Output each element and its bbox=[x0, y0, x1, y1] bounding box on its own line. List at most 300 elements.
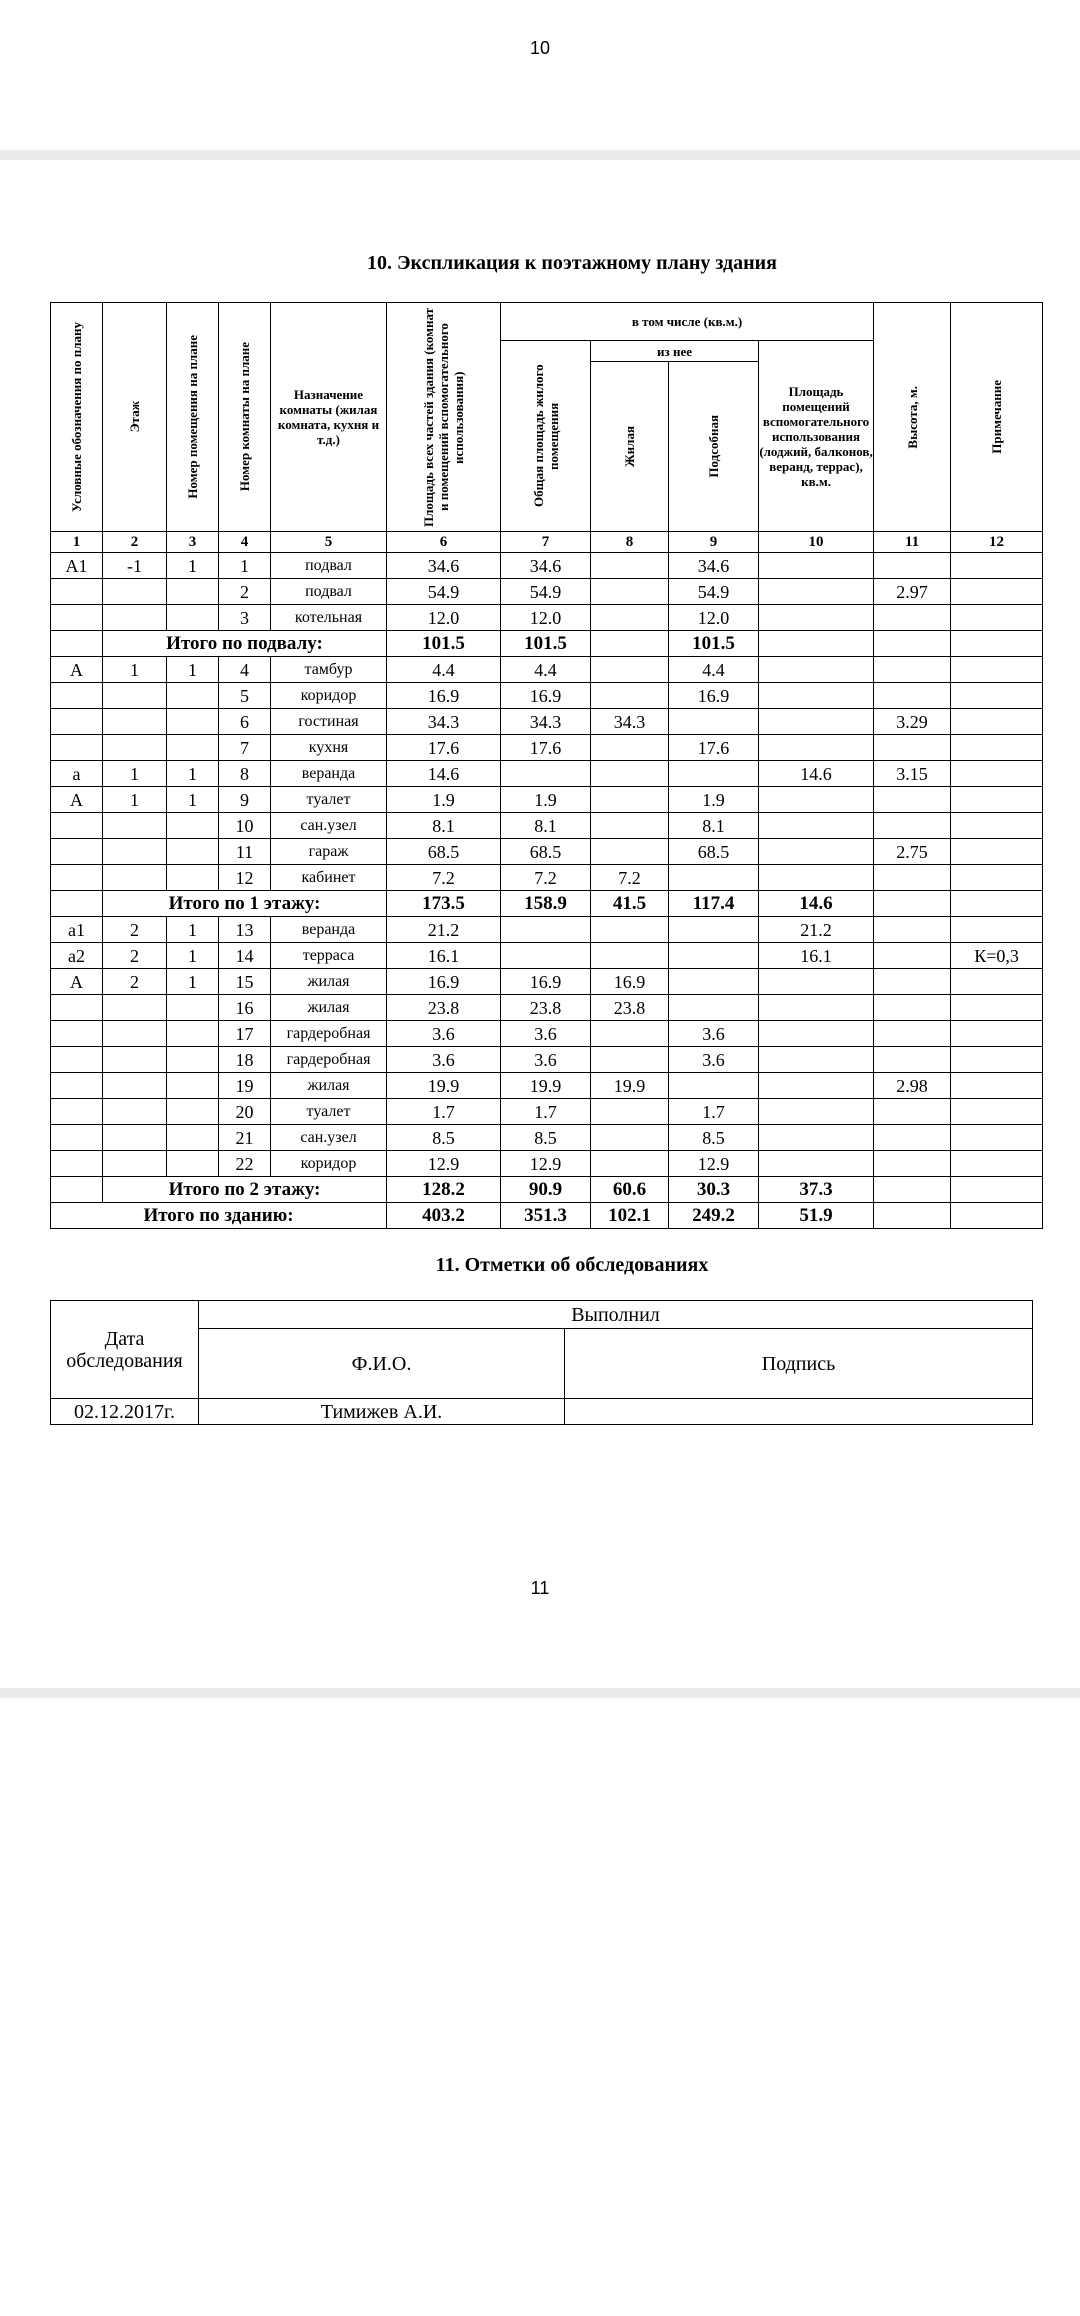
table-cell bbox=[51, 683, 103, 709]
table-cell bbox=[874, 553, 951, 579]
table-cell: 12.9 bbox=[501, 1151, 591, 1177]
table-cell bbox=[103, 1125, 167, 1151]
table-cell bbox=[103, 1073, 167, 1099]
table-cell: туалет bbox=[271, 787, 387, 813]
table-cell bbox=[591, 631, 669, 657]
table-cell: 2.75 bbox=[874, 839, 951, 865]
table-cell: 101.5 bbox=[387, 631, 501, 657]
table-cell bbox=[951, 1125, 1043, 1151]
table-cell: 1 bbox=[167, 657, 219, 683]
table-cell: кухня bbox=[271, 735, 387, 761]
table-cell: 2.97 bbox=[874, 579, 951, 605]
table-cell bbox=[669, 943, 759, 969]
table-cell: 22 bbox=[219, 1151, 271, 1177]
table-cell bbox=[167, 605, 219, 631]
table-cell bbox=[591, 579, 669, 605]
header-height: Высота, м. bbox=[874, 303, 951, 532]
table-cell: 5 bbox=[219, 683, 271, 709]
table-cell bbox=[759, 605, 874, 631]
table-cell: 23.8 bbox=[591, 995, 669, 1021]
table-cell: 34.6 bbox=[387, 553, 501, 579]
grand-total-row bbox=[51, 1203, 1043, 1229]
table-cell: 21.2 bbox=[387, 917, 501, 943]
table-cell bbox=[51, 605, 103, 631]
table-row bbox=[51, 605, 1043, 631]
table-cell: кабинет bbox=[271, 865, 387, 891]
table-cell bbox=[874, 735, 951, 761]
table-cell: а bbox=[51, 761, 103, 787]
header-premise-number: Номер помещения на плане bbox=[167, 303, 219, 532]
table-cell bbox=[591, 943, 669, 969]
table-row bbox=[51, 995, 1043, 1021]
table-cell bbox=[874, 1203, 951, 1229]
table-cell: 34.3 bbox=[501, 709, 591, 735]
header-of-which: из нее bbox=[591, 341, 759, 362]
table-row bbox=[51, 865, 1043, 891]
page-number-top: 10 bbox=[529, 38, 551, 58]
table-cell: 3.6 bbox=[387, 1021, 501, 1047]
table-cell: 19 bbox=[219, 1073, 271, 1099]
table-cell bbox=[167, 1151, 219, 1177]
table-cell: котельная bbox=[271, 605, 387, 631]
table-cell: 34.3 bbox=[591, 709, 669, 735]
table-cell: 14.6 bbox=[759, 891, 874, 917]
table-cell bbox=[874, 891, 951, 917]
table-cell: 1 bbox=[167, 787, 219, 813]
table-cell: 41.5 bbox=[591, 891, 669, 917]
table-cell bbox=[51, 1073, 103, 1099]
table-cell: 16.9 bbox=[591, 969, 669, 995]
table-cell: 9 bbox=[219, 787, 271, 813]
table-cell: 117.4 bbox=[669, 891, 759, 917]
table-cell bbox=[874, 917, 951, 943]
table-cell bbox=[167, 709, 219, 735]
table-row bbox=[51, 553, 1043, 579]
table-cell: 6 bbox=[219, 709, 271, 735]
table-cell bbox=[669, 865, 759, 891]
table-cell bbox=[591, 553, 669, 579]
table-cell: гардеробная bbox=[271, 1021, 387, 1047]
table-cell bbox=[591, 917, 669, 943]
table-cell bbox=[591, 1021, 669, 1047]
table-cell: 1 bbox=[167, 969, 219, 995]
table-cell: 1 bbox=[167, 917, 219, 943]
table-cell bbox=[759, 969, 874, 995]
table-cell: 2 bbox=[103, 943, 167, 969]
table-cell: 34.6 bbox=[501, 553, 591, 579]
table-cell: гостиная bbox=[271, 709, 387, 735]
table-cell: 101.5 bbox=[501, 631, 591, 657]
table-cell bbox=[103, 813, 167, 839]
table-cell bbox=[759, 1099, 874, 1125]
table-cell bbox=[874, 1047, 951, 1073]
table-cell: 4.4 bbox=[501, 657, 591, 683]
table-row bbox=[51, 1151, 1043, 1177]
table-cell bbox=[103, 735, 167, 761]
table-cell: 14.6 bbox=[759, 761, 874, 787]
table-cell: 12.0 bbox=[387, 605, 501, 631]
table-cell bbox=[591, 735, 669, 761]
table-cell bbox=[167, 865, 219, 891]
table-cell: сан.узел bbox=[271, 1125, 387, 1151]
table-cell bbox=[759, 865, 874, 891]
table-cell: подвал bbox=[271, 579, 387, 605]
table-cell: 3.15 bbox=[874, 761, 951, 787]
table-cell bbox=[874, 1125, 951, 1151]
table-cell bbox=[874, 943, 951, 969]
table-cell bbox=[669, 1073, 759, 1099]
table-cell bbox=[951, 1073, 1043, 1099]
survey-name-header: Ф.И.О. bbox=[199, 1329, 565, 1399]
table-cell bbox=[103, 683, 167, 709]
table-cell bbox=[591, 605, 669, 631]
total-label: Итого по зданию: bbox=[51, 1203, 387, 1229]
table-cell: 3.6 bbox=[501, 1021, 591, 1047]
table-cell: подвал bbox=[271, 553, 387, 579]
table-cell: 17.6 bbox=[387, 735, 501, 761]
table-cell: 173.5 bbox=[387, 891, 501, 917]
table-cell bbox=[591, 1047, 669, 1073]
table-cell: 19.9 bbox=[591, 1073, 669, 1099]
table-cell bbox=[167, 1047, 219, 1073]
table-cell bbox=[951, 1151, 1043, 1177]
table-row bbox=[51, 761, 1043, 787]
table-cell: 128.2 bbox=[387, 1177, 501, 1203]
table-cell bbox=[874, 657, 951, 683]
table-cell: 249.2 bbox=[669, 1203, 759, 1229]
table-cell bbox=[103, 995, 167, 1021]
table-cell bbox=[167, 579, 219, 605]
table-cell: 403.2 bbox=[387, 1203, 501, 1229]
table-cell: 1.9 bbox=[501, 787, 591, 813]
table-cell bbox=[591, 1151, 669, 1177]
table-cell: сан.узел bbox=[271, 813, 387, 839]
table-cell: 21.2 bbox=[759, 917, 874, 943]
table-cell bbox=[759, 787, 874, 813]
table-cell: 16.1 bbox=[387, 943, 501, 969]
table-cell: 16.9 bbox=[387, 969, 501, 995]
section-10-title: 10. Экспликация к поэтажному плану здания bbox=[366, 252, 778, 274]
table-cell: 68.5 bbox=[387, 839, 501, 865]
table-cell bbox=[167, 1099, 219, 1125]
table-cell bbox=[951, 709, 1043, 735]
table-row bbox=[51, 1125, 1043, 1151]
table-cell bbox=[951, 605, 1043, 631]
table-cell bbox=[874, 631, 951, 657]
survey-date: 02.12.2017г. bbox=[51, 1399, 199, 1425]
table-cell bbox=[951, 865, 1043, 891]
table-cell: 16.9 bbox=[387, 683, 501, 709]
table-cell: 8.1 bbox=[387, 813, 501, 839]
table-cell: 19.9 bbox=[387, 1073, 501, 1099]
table-cell: 3.6 bbox=[501, 1047, 591, 1073]
table-cell: 34.3 bbox=[387, 709, 501, 735]
table-cell: А bbox=[51, 969, 103, 995]
page-gap bbox=[0, 150, 1080, 160]
table-cell: 1 bbox=[103, 657, 167, 683]
table-cell bbox=[591, 683, 669, 709]
table-cell: 8.5 bbox=[387, 1125, 501, 1151]
table-cell: веранда bbox=[271, 761, 387, 787]
table-cell bbox=[951, 787, 1043, 813]
table-cell bbox=[759, 1047, 874, 1073]
table-cell: а1 bbox=[51, 917, 103, 943]
table-cell bbox=[669, 969, 759, 995]
header-utility: Подсобная bbox=[669, 362, 759, 532]
table-cell: 2 bbox=[103, 969, 167, 995]
table-cell: 1 bbox=[103, 761, 167, 787]
survey-date-header: Дата обследования bbox=[51, 1301, 199, 1399]
table-row bbox=[51, 787, 1043, 813]
page-number-bottom: 11 bbox=[530, 1578, 550, 1598]
table-cell bbox=[951, 631, 1043, 657]
table-cell: 18 bbox=[219, 1047, 271, 1073]
table-cell bbox=[951, 969, 1043, 995]
table-cell: 7 bbox=[219, 735, 271, 761]
table-cell: 1 bbox=[167, 761, 219, 787]
table-cell bbox=[103, 839, 167, 865]
survey-performed-header: Выполнил bbox=[199, 1301, 1033, 1329]
table-cell bbox=[51, 1099, 103, 1125]
table-cell bbox=[759, 735, 874, 761]
table-cell: 37.3 bbox=[759, 1177, 874, 1203]
table-cell: жилая bbox=[271, 969, 387, 995]
table-row bbox=[51, 839, 1043, 865]
table-cell: 16.9 bbox=[501, 969, 591, 995]
table-cell bbox=[167, 735, 219, 761]
header-floor: Этаж bbox=[103, 303, 167, 532]
table-cell: -1 bbox=[103, 553, 167, 579]
table-cell: 4 bbox=[219, 657, 271, 683]
table-row bbox=[51, 1099, 1043, 1125]
table-cell bbox=[167, 1021, 219, 1047]
table-row bbox=[51, 969, 1043, 995]
table-cell bbox=[951, 1203, 1043, 1229]
table-cell: 16.9 bbox=[669, 683, 759, 709]
table-cell: 10 bbox=[219, 813, 271, 839]
table-cell bbox=[501, 917, 591, 943]
table-cell bbox=[759, 995, 874, 1021]
header-auxiliary-area: Площадь помещений вспомогательного использования (лоджий, балконов, веранд, террас), кв.м. bbox=[759, 341, 874, 532]
table-row bbox=[51, 813, 1043, 839]
survey-sign-header: Подпись bbox=[565, 1329, 1033, 1399]
table-cell bbox=[51, 865, 103, 891]
table-cell: 12.9 bbox=[669, 1151, 759, 1177]
header-including-group: в том числе (кв.м.) bbox=[501, 303, 874, 341]
table-row bbox=[51, 657, 1043, 683]
table-cell bbox=[874, 969, 951, 995]
header-room-purpose: Назначение комнаты (жилая комната, кухня и т.д.) bbox=[271, 303, 387, 532]
table-cell: 17 bbox=[219, 1021, 271, 1047]
table-cell: 1.7 bbox=[669, 1099, 759, 1125]
table-cell bbox=[759, 553, 874, 579]
table-cell bbox=[951, 1099, 1043, 1125]
table-cell bbox=[874, 1177, 951, 1203]
table-cell: 102.1 bbox=[591, 1203, 669, 1229]
table-cell: 16.9 bbox=[501, 683, 591, 709]
table-cell bbox=[103, 1099, 167, 1125]
table-cell bbox=[874, 995, 951, 1021]
table-cell bbox=[51, 735, 103, 761]
table-cell: терраса bbox=[271, 943, 387, 969]
table-cell: 1 bbox=[103, 787, 167, 813]
table-cell: 16 bbox=[219, 995, 271, 1021]
table-cell bbox=[759, 839, 874, 865]
table-cell: 13 bbox=[219, 917, 271, 943]
table-cell: 14.6 bbox=[387, 761, 501, 787]
section-11-title: 11. Отметки об обследованиях bbox=[435, 1254, 709, 1276]
table-cell bbox=[951, 761, 1043, 787]
table-cell: 1.9 bbox=[669, 787, 759, 813]
table-row bbox=[51, 917, 1043, 943]
table-cell bbox=[951, 1047, 1043, 1073]
table-cell: 1.7 bbox=[501, 1099, 591, 1125]
table-cell: 3 bbox=[219, 605, 271, 631]
table-cell bbox=[51, 995, 103, 1021]
table-cell bbox=[951, 995, 1043, 1021]
table-cell bbox=[103, 709, 167, 735]
total-label: Итого по 1 этажу: bbox=[103, 891, 387, 917]
table-cell bbox=[103, 579, 167, 605]
table-cell bbox=[669, 995, 759, 1021]
table-cell bbox=[591, 787, 669, 813]
table-cell: 3.6 bbox=[669, 1021, 759, 1047]
table-cell: 1 bbox=[167, 553, 219, 579]
table-cell bbox=[951, 1021, 1043, 1047]
table-cell bbox=[759, 709, 874, 735]
table-cell bbox=[167, 995, 219, 1021]
table-cell: 7.2 bbox=[501, 865, 591, 891]
table-cell: 2 bbox=[219, 579, 271, 605]
table-cell bbox=[951, 553, 1043, 579]
table-cell: 1.9 bbox=[387, 787, 501, 813]
table-cell bbox=[759, 1021, 874, 1047]
table-cell bbox=[51, 1021, 103, 1047]
table-cell: жилая bbox=[271, 995, 387, 1021]
table-cell: 4.4 bbox=[387, 657, 501, 683]
table-row bbox=[51, 579, 1043, 605]
table-cell: 3.6 bbox=[669, 1047, 759, 1073]
table-row bbox=[51, 943, 1043, 969]
table-cell bbox=[167, 1073, 219, 1099]
table-cell bbox=[591, 1099, 669, 1125]
table-cell bbox=[951, 683, 1043, 709]
table-cell: 30.3 bbox=[669, 1177, 759, 1203]
total-label: Итого по подвалу: bbox=[103, 631, 387, 657]
table-cell bbox=[951, 891, 1043, 917]
table-cell: 351.3 bbox=[501, 1203, 591, 1229]
table-cell: 12.9 bbox=[387, 1151, 501, 1177]
table-cell: 12.0 bbox=[501, 605, 591, 631]
table-cell: 23.8 bbox=[501, 995, 591, 1021]
table-cell: 21 bbox=[219, 1125, 271, 1151]
table-cell bbox=[103, 605, 167, 631]
table-cell: 90.9 bbox=[501, 1177, 591, 1203]
table-cell: 2 bbox=[103, 917, 167, 943]
table-cell bbox=[874, 1151, 951, 1177]
table-cell bbox=[591, 657, 669, 683]
header-living: Жилая bbox=[591, 362, 669, 532]
table-cell bbox=[951, 839, 1043, 865]
table-cell: А1 bbox=[51, 553, 103, 579]
table-cell bbox=[951, 1177, 1043, 1203]
table-cell bbox=[51, 1047, 103, 1073]
table-cell: туалет bbox=[271, 1099, 387, 1125]
table-cell: А bbox=[51, 657, 103, 683]
table-cell: 54.9 bbox=[387, 579, 501, 605]
table-cell: 101.5 bbox=[669, 631, 759, 657]
table-cell: 17.6 bbox=[669, 735, 759, 761]
table-cell: 2.98 bbox=[874, 1073, 951, 1099]
table-cell: гараж bbox=[271, 839, 387, 865]
table-cell bbox=[103, 1151, 167, 1177]
table-cell bbox=[874, 813, 951, 839]
table-cell: гардеробная bbox=[271, 1047, 387, 1073]
table-row bbox=[51, 1073, 1043, 1099]
table-cell: 3.29 bbox=[874, 709, 951, 735]
table-cell bbox=[759, 657, 874, 683]
table-cell: 1.7 bbox=[387, 1099, 501, 1125]
table-cell bbox=[874, 605, 951, 631]
table-cell: 1 bbox=[219, 553, 271, 579]
table-cell bbox=[591, 813, 669, 839]
table-cell bbox=[591, 761, 669, 787]
table-row bbox=[51, 1047, 1043, 1073]
table-cell bbox=[51, 813, 103, 839]
table-cell bbox=[669, 761, 759, 787]
table-cell bbox=[103, 1047, 167, 1073]
table-cell: 20 bbox=[219, 1099, 271, 1125]
survey-table bbox=[50, 1300, 1033, 1425]
table-cell bbox=[167, 1125, 219, 1151]
table-cell: 4.4 bbox=[669, 657, 759, 683]
table-cell: веранда bbox=[271, 917, 387, 943]
table-cell: 7.2 bbox=[387, 865, 501, 891]
table-cell bbox=[669, 917, 759, 943]
table-cell: К=0,3 bbox=[951, 943, 1043, 969]
table-cell bbox=[51, 839, 103, 865]
table-cell bbox=[951, 657, 1043, 683]
table-cell bbox=[951, 735, 1043, 761]
table-cell: 14 bbox=[219, 943, 271, 969]
table-cell: коридор bbox=[271, 683, 387, 709]
header-note: Примечание bbox=[951, 303, 1043, 532]
table-cell bbox=[874, 683, 951, 709]
table-row bbox=[51, 709, 1043, 735]
table-cell bbox=[51, 709, 103, 735]
table-cell bbox=[167, 683, 219, 709]
survey-sign bbox=[565, 1399, 1033, 1425]
table-cell bbox=[51, 891, 103, 917]
header-living-premise-area: Общая площадь жилого помещения bbox=[501, 341, 591, 532]
table-cell: 34.6 bbox=[669, 553, 759, 579]
explication-table bbox=[50, 302, 1043, 1229]
table-cell: 8.1 bbox=[501, 813, 591, 839]
table-cell bbox=[591, 1125, 669, 1151]
table-cell bbox=[874, 1021, 951, 1047]
table-cell bbox=[759, 1073, 874, 1099]
table-cell bbox=[51, 631, 103, 657]
table-cell: 7.2 bbox=[591, 865, 669, 891]
table-cell: 68.5 bbox=[501, 839, 591, 865]
table-cell bbox=[951, 917, 1043, 943]
table-cell: А bbox=[51, 787, 103, 813]
table-row bbox=[51, 683, 1043, 709]
header-room-number: Номер комнаты на плане bbox=[219, 303, 271, 532]
table-cell: 8 bbox=[219, 761, 271, 787]
table-cell bbox=[951, 813, 1043, 839]
table-cell: 16.1 bbox=[759, 943, 874, 969]
